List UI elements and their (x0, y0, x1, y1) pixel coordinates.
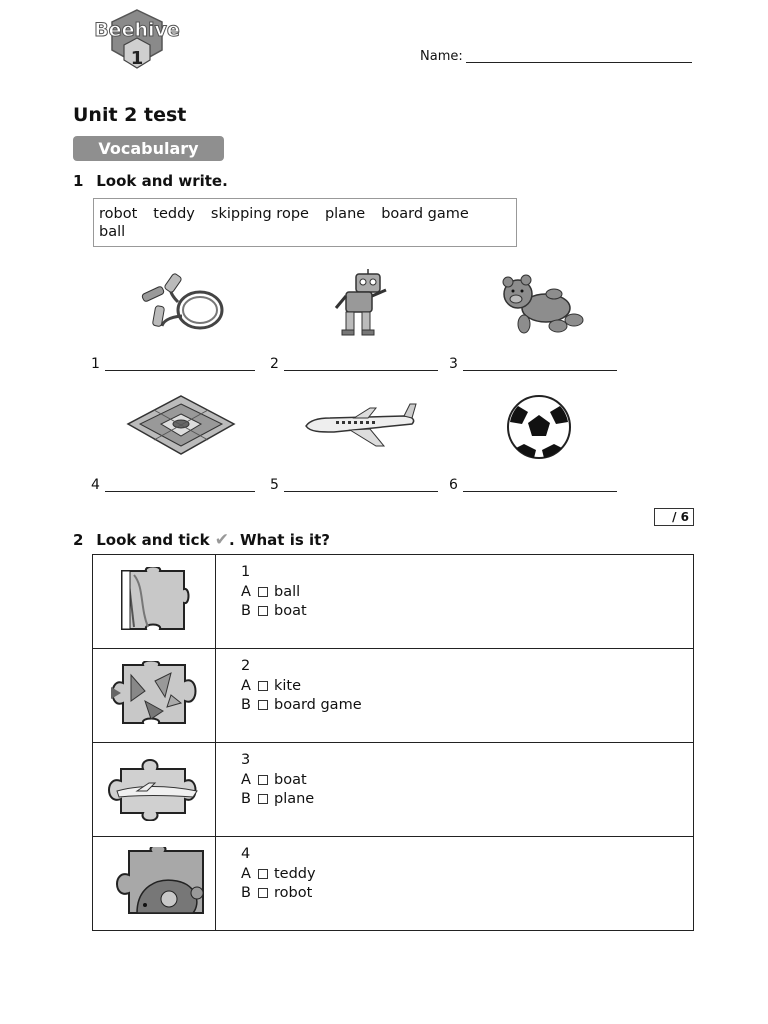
checkbox[interactable] (258, 888, 268, 898)
table-row (93, 649, 694, 743)
word-bank-item: plane (324, 206, 366, 222)
answer-number: 1 (91, 356, 100, 372)
options-cell (216, 555, 694, 649)
table-row (93, 743, 694, 837)
answer-number: 3 (449, 356, 458, 372)
option-b[interactable] (241, 790, 693, 810)
word-bank-item: teddy (153, 206, 195, 222)
puzzle-image-cell (93, 555, 216, 649)
answer-number: 2 (270, 356, 279, 372)
question-instruction: Look and tick (96, 531, 210, 549)
question-number: 1 (73, 172, 84, 190)
answer-line-1[interactable] (91, 356, 100, 372)
question-2-title (73, 530, 330, 550)
option-label: boat (274, 771, 307, 788)
question-1-title (73, 172, 228, 190)
answer-line-5[interactable] (270, 477, 279, 493)
options-cell (216, 649, 694, 743)
question-instruction-end: . What is it? (229, 531, 330, 549)
item-number: 2 (241, 658, 251, 674)
answer-line-4[interactable] (91, 477, 100, 493)
word-bank-item: board game (381, 206, 469, 222)
option-letter: A (241, 677, 251, 694)
table-row (93, 837, 694, 931)
option-a[interactable] (241, 865, 693, 885)
option-label: board game (274, 697, 362, 713)
score-box: / 6 (654, 508, 694, 526)
question-2-table (92, 554, 694, 931)
logo-level: 1 (130, 48, 144, 69)
option-label: kite (274, 677, 302, 694)
page-title: Unit 2 test (73, 104, 187, 126)
puzzle-piece-icon (95, 661, 213, 727)
item-number: 1 (241, 564, 251, 580)
word-bank-item: robot (99, 206, 138, 222)
puzzle-image-cell (93, 649, 216, 743)
puzzle-piece-icon (97, 847, 211, 917)
item-number: 4 (241, 846, 251, 862)
option-letter: A (241, 865, 251, 882)
word-bank-item: ball (99, 224, 126, 240)
checkbox[interactable] (258, 869, 268, 879)
question-instruction: Look and write. (96, 172, 228, 190)
option-letter: B (241, 791, 251, 807)
options-cell (216, 837, 694, 931)
options-cell (216, 743, 694, 837)
tick-icon: ✔ (214, 530, 230, 550)
option-letter: B (241, 697, 251, 713)
plane-icon (300, 402, 420, 448)
item-number: 3 (241, 752, 251, 768)
option-a[interactable] (241, 583, 693, 603)
answer-number: 4 (91, 477, 100, 493)
checkbox[interactable] (258, 775, 268, 785)
name-field-line[interactable] (466, 62, 692, 63)
option-letter: B (241, 603, 251, 619)
beehive-logo (84, 8, 190, 74)
word-bank (93, 198, 517, 247)
board-game-icon (126, 394, 236, 456)
checkbox[interactable] (258, 700, 268, 710)
answer-number: 5 (270, 477, 279, 493)
option-a[interactable] (241, 771, 693, 791)
option-b[interactable] (241, 696, 693, 716)
logo-text: Beehive (94, 19, 180, 41)
checkbox[interactable] (258, 681, 268, 691)
option-letter: A (241, 771, 251, 788)
checkbox[interactable] (258, 587, 268, 597)
puzzle-piece-icon (104, 567, 204, 633)
puzzle-piece-icon (97, 755, 211, 821)
option-a[interactable] (241, 677, 693, 697)
section-banner: Vocabulary (73, 136, 224, 161)
option-letter: A (241, 583, 251, 600)
robot-icon (328, 268, 394, 338)
option-label: ball (274, 583, 301, 600)
ball-icon (506, 394, 572, 460)
answer-line-3[interactable] (449, 356, 458, 372)
option-letter: B (241, 885, 251, 901)
option-label: plane (274, 791, 315, 807)
name-label: Name: (420, 49, 463, 64)
skipping-rope-icon (138, 272, 228, 336)
answer-line-2[interactable] (270, 356, 279, 372)
option-b[interactable] (241, 602, 693, 622)
word-bank-item: skipping rope (210, 206, 309, 222)
puzzle-image-cell (93, 837, 216, 931)
puzzle-image-cell (93, 743, 216, 837)
table-row (93, 555, 694, 649)
teddy-icon (496, 272, 584, 336)
answer-number: 6 (449, 477, 458, 493)
option-b[interactable] (241, 884, 693, 904)
option-label: boat (274, 603, 307, 619)
checkbox[interactable] (258, 794, 268, 804)
option-label: robot (274, 885, 313, 901)
checkbox[interactable] (258, 606, 268, 616)
answer-line-6[interactable] (449, 477, 458, 493)
option-label: teddy (274, 865, 316, 882)
question-number: 2 (73, 531, 84, 549)
